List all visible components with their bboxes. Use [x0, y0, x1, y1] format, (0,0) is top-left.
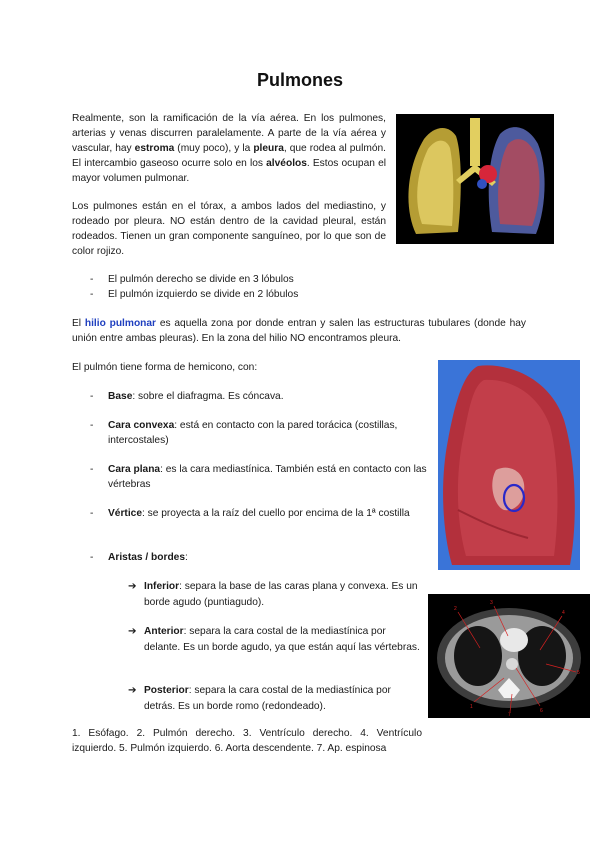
lobes-list: [72, 272, 472, 302]
face-label: Base: [108, 391, 133, 402]
border-label: Anterior: [144, 626, 184, 637]
face-text: [108, 506, 430, 521]
face-desc: :: [185, 552, 188, 563]
location-paragraph: Los pulmones están en el tórax, a ambos lados del mediastino, y rodeado por pleura. NO están dentro de la cavidad pleural, están rodeados. Tienen un gran componente sanguíneo, por lo que son de color rojizo.: [72, 201, 386, 257]
ct-caption: 1. Esófago. 2. Pulmón derecho. 3. Ventrículo derecho. 4. Ventrículo izquierdo. 5. Pulmón izquierdo. 6. Aorta descendente. 7. Ap. espinosa: [72, 728, 422, 754]
term-pleura: pleura: [253, 143, 284, 154]
dash-marker: -: [90, 508, 94, 519]
border-text: [144, 683, 420, 714]
face-desc: : sobre el diafragma. Es cóncava.: [132, 391, 284, 402]
face-text: [108, 389, 430, 404]
ct-scan-image: [428, 594, 590, 718]
face-label: Cara convexa: [108, 420, 175, 431]
border-desc: : separa la cara costal de la mediastínica por delante. Es un borde agudo, ya que están aquí las vértebras.: [144, 626, 420, 653]
border-desc: : separa la cara costal de la mediastínica por detrás. Es un borde romo (redondeado).: [144, 685, 391, 712]
border-text: [144, 624, 420, 655]
hilio-pre: El: [72, 318, 85, 329]
intro-text-1: Realmente, son la ramificación de la vía aérea. En los pulmones, arterias y venas discurren paralelamente. A parte de la vía aérea y vascular, hay: [72, 113, 386, 154]
dash-marker: -: [90, 391, 94, 402]
hilio-paragraph: [72, 316, 526, 346]
arrow-icon: ➔: [128, 626, 137, 637]
border-label: Posterior: [144, 685, 189, 696]
ct-label: 6: [540, 708, 543, 714]
border-desc: : separa la base de las caras plana y convexa. Es un borde agudo (puntiagudo).: [144, 581, 418, 608]
face-text: [108, 418, 430, 448]
lung-specimen-image: [438, 360, 580, 570]
face-label: Vértice: [108, 508, 142, 519]
intro-paragraph: [72, 111, 386, 186]
face-desc: : se proyecta a la raíz del cuello por encima de la 1ª costilla: [141, 508, 410, 519]
list-item: - El pulmón derecho se divide en 3 lóbulos: [72, 272, 472, 287]
page-title: Pulmones: [256, 70, 344, 90]
term-alveolos: alvéolos: [266, 158, 307, 169]
ct-label: 7: [508, 712, 511, 718]
hilio-post: es aquella zona por donde entran y salen las estructuras tubulares (donde hay unión entre ambas pleuras). En la zona del hilio NO encontramos pleura.: [72, 318, 527, 344]
face-label: Cara plana: [108, 464, 161, 475]
intro-text-2: (muy poco), y la: [174, 143, 254, 154]
face-desc: : es la cara mediastínica. También está en contacto con las vértebras: [108, 464, 427, 490]
ct-scan-illustration: [428, 594, 590, 718]
lung-cast-illustration: [396, 114, 554, 244]
dash-marker: -: [90, 464, 94, 475]
lung-cast-image: [396, 114, 554, 244]
list-item: - El pulmón izquierdo se divide en 2 lóbulos: [72, 287, 472, 302]
ct-label: 4: [562, 610, 565, 616]
intro-text-4: . Estos ocupan el mayor volumen pulmonar.: [72, 158, 387, 184]
arrow-icon: ➔: [128, 581, 137, 592]
border-text: [144, 579, 420, 610]
face-desc: : está en contacto con la pared torácica (costillas, intercostales): [108, 420, 398, 446]
term-hilio-pulmonar: hilio pulmonar: [84, 318, 157, 329]
ct-label: 1: [470, 704, 473, 710]
arrow-icon: ➔: [128, 685, 137, 696]
ct-label: 3: [490, 600, 493, 606]
dash-marker: -: [90, 552, 94, 563]
face-text: [108, 462, 430, 492]
border-label: Inferior: [144, 581, 180, 592]
intro-text-3: , que rodea al pulmón. El intercambio gaseoso ocurre solo en los: [72, 143, 386, 169]
ct-label: 5: [577, 670, 580, 676]
shape-intro: El pulmón tiene forma de hemicono, con:: [72, 362, 258, 373]
term-estroma: estroma: [134, 143, 175, 154]
face-label: Aristas / bordes: [108, 552, 185, 563]
face-text: [108, 550, 430, 565]
dash-marker: -: [90, 420, 94, 431]
lung-specimen-illustration: [438, 360, 580, 570]
ct-label: 2: [454, 606, 457, 612]
